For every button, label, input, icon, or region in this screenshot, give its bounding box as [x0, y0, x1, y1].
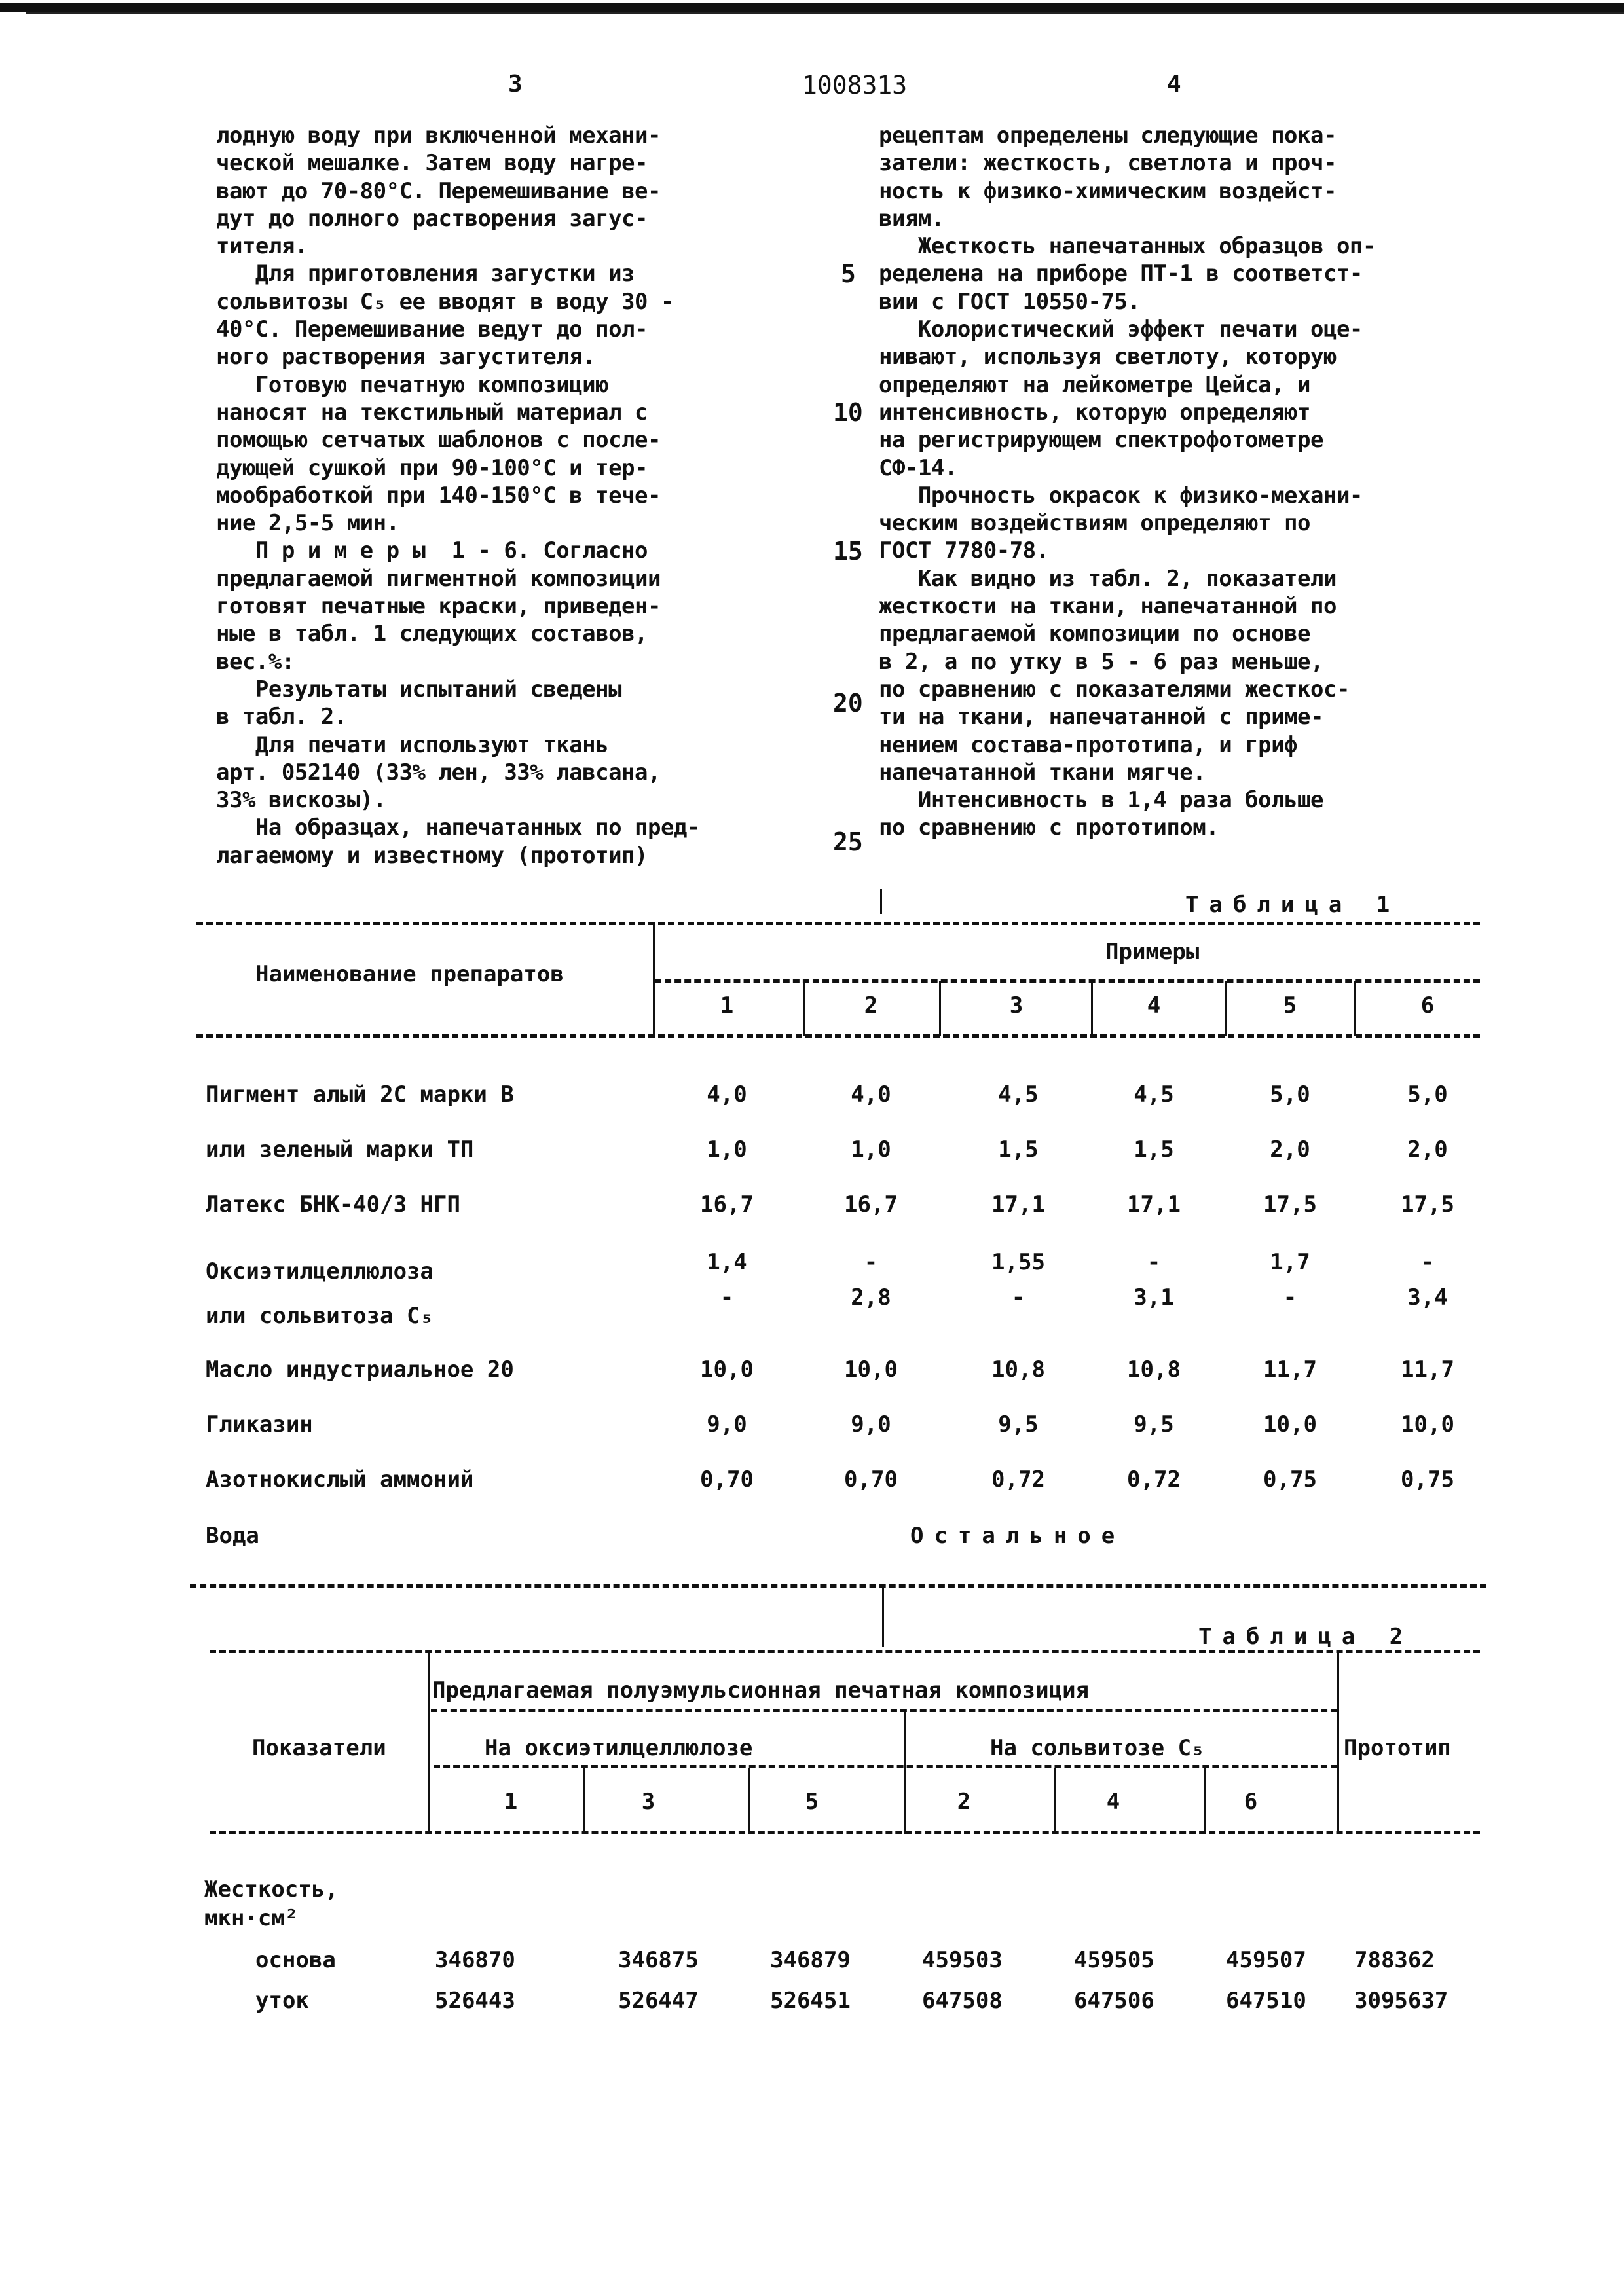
text-line: Прочность окрасок к физико-механи- — [879, 482, 1376, 509]
table1-water-name: Вода — [206, 1523, 259, 1549]
table2-cell: 346879 — [770, 1947, 851, 1973]
text-line: дующей сушкой при 90-100°С и тер- — [216, 454, 700, 482]
table2-title-mark — [882, 1587, 884, 1647]
text-line: нивают, используя светлоту, которую — [879, 343, 1376, 371]
table1-cell: 4,0 — [851, 1082, 891, 1108]
text-line: ческим воздействиям определяют по — [879, 509, 1376, 537]
table2-header-bottom-rule — [210, 1831, 1480, 1834]
table1-bottom-rule — [190, 1584, 1486, 1588]
table1-cell: 0,70 — [700, 1467, 754, 1493]
table1-column-header: 2 — [864, 993, 877, 1019]
table1-cell: 11,7 — [1263, 1357, 1317, 1383]
table2-cell: 459507 — [1226, 1947, 1306, 1973]
text-line: вии с ГОСТ 10550-75. — [879, 288, 1376, 316]
table2-metric-label: Жесткость, — [204, 1876, 339, 1903]
text-line: ГОСТ 7780-78. — [879, 537, 1376, 564]
table1-cell: 16,7 — [844, 1192, 898, 1218]
table1-cell: 2,0 — [1407, 1137, 1447, 1163]
table1-column-header: 6 — [1421, 993, 1434, 1019]
table1-row-name: Гликазин — [206, 1412, 313, 1438]
table1-cell: 0,75 — [1263, 1467, 1317, 1493]
table2-column-header: 5 — [805, 1789, 819, 1815]
table1-column-divider — [939, 981, 941, 1036]
table1-row-name: или сольвитоза С₅ — [206, 1303, 434, 1329]
table1-cell: - — [864, 1249, 877, 1275]
table2-cell: 526443 — [435, 1988, 515, 2014]
text-line: наносят на текстильный материал с — [216, 399, 700, 426]
text-line: 33% вискозы). — [216, 786, 700, 814]
table2-column-header: 3 — [642, 1789, 655, 1815]
table1-row-name: Масло индустриальное 20 — [206, 1357, 514, 1383]
table1-cell: 1,5 — [998, 1137, 1038, 1163]
table1-cell: 1,5 — [1134, 1137, 1173, 1163]
text-line: 40°С. Перемешивание ведут до пол- — [216, 316, 700, 343]
table1-cell: 0,75 — [1401, 1467, 1454, 1493]
table2-row-header: Показатели — [252, 1735, 386, 1761]
text-line: интенсивность, которую определяют — [879, 399, 1376, 426]
table1-cell: 3,4 — [1407, 1285, 1447, 1311]
table2-cell: 459503 — [922, 1947, 1003, 1973]
table1-cell: 4,0 — [707, 1082, 747, 1108]
table1-cell: 2,0 — [1270, 1137, 1310, 1163]
table1-top-rule — [196, 922, 1480, 925]
text-line: ти на ткани, напечатанной с приме- — [879, 703, 1376, 731]
text-line: нением состава-прототипа, и гриф — [879, 731, 1376, 759]
page-number-left: 3 — [508, 71, 523, 98]
table1-water-value: Остальное — [910, 1523, 1125, 1549]
table1-cell: 11,7 — [1401, 1357, 1454, 1383]
text-line: вают до 70-80°С. Перемешивание ве- — [216, 177, 700, 205]
page-number-right: 4 — [1167, 71, 1181, 98]
text-line: готовят печатные краски, приведен- — [216, 592, 700, 620]
text-line: ного растворения загустителя. — [216, 343, 700, 371]
table1-column-header: 4 — [1147, 993, 1160, 1019]
text-line: по сравнению с показателями жесткос- — [879, 676, 1376, 703]
table1-row-name: Латекс БНК-40/3 НГП — [206, 1192, 460, 1218]
text-line: ние 2,5-5 мин. — [216, 509, 700, 537]
table1-row-name: Оксиэтилцеллюлоза — [206, 1258, 434, 1285]
table1-cell: 1,55 — [991, 1249, 1045, 1275]
text-line: лагаемому и известному (прототип) — [216, 842, 700, 869]
patent-number: 1008313 — [802, 71, 907, 100]
text-line: виям. — [879, 205, 1376, 232]
table1-cell: 17,5 — [1401, 1192, 1454, 1218]
table1-cell: 4,5 — [998, 1082, 1038, 1108]
text-line: Для приготовления загустки из — [216, 260, 700, 287]
table2-cell: 788362 — [1354, 1947, 1435, 1973]
text-line: в табл. 2. — [216, 703, 700, 731]
line-number-15: 15 — [833, 537, 863, 566]
table2-column-header: 4 — [1107, 1789, 1120, 1815]
text-line: ределена на приборе ПТ-1 в соответст- — [879, 260, 1376, 287]
right-column-text — [879, 122, 1376, 842]
table1-cell: 16,7 — [700, 1192, 754, 1218]
text-line: Интенсивность в 1,4 раза больше — [879, 786, 1376, 814]
table2-subgroup-solv: На сольвитозе С₅ — [990, 1735, 1205, 1761]
text-line: предлагаемой композиции по основе — [879, 620, 1376, 647]
table1-cell: 9,0 — [851, 1412, 891, 1438]
text-line: Как видно из табл. 2, показатели — [879, 565, 1376, 592]
table1-cell: - — [720, 1285, 733, 1311]
table2-column-divider — [1054, 1768, 1056, 1833]
text-line: предлагаемой пигментной композиции — [216, 565, 700, 592]
text-line: СФ-14. — [879, 454, 1376, 482]
scan-top-edge — [0, 3, 1624, 12]
table2-row-name: уток — [255, 1988, 309, 2014]
text-line: помощью сетчатых шаблонов с после- — [216, 426, 700, 454]
text-line: На образцах, напечатанных по пред- — [216, 814, 700, 841]
text-line: ность к физико-химическим воздейст- — [879, 177, 1376, 205]
table2-cell: 647510 — [1226, 1988, 1306, 2014]
table1-cell: 10,0 — [1263, 1412, 1317, 1438]
text-line: напечатанной ткани мягче. — [879, 759, 1376, 786]
table2-cell: 346870 — [435, 1947, 515, 1973]
text-line: жесткости на ткани, напечатанной по — [879, 592, 1376, 620]
table2-subgroup-divider — [904, 1711, 906, 1834]
text-line: арт. 052140 (33% лен, 33% лавсана, — [216, 759, 700, 786]
line-number-20: 20 — [833, 689, 863, 718]
table1-name-header: Наименование препаратов — [255, 961, 564, 987]
table2-metric-unit: мкн·см² — [204, 1905, 298, 1931]
table1-cell: 9,0 — [707, 1412, 747, 1438]
table1-cell: 10,8 — [991, 1357, 1045, 1383]
text-line: Для печати используют ткань — [216, 731, 700, 759]
table1-column-header: 3 — [1010, 993, 1023, 1019]
scan-top-edge-shadow — [26, 12, 1624, 14]
table1-cell: - — [1283, 1285, 1297, 1311]
text-line: лодную воду при включенной механи- — [216, 122, 700, 149]
line-number-10: 10 — [833, 398, 863, 427]
line-number-25: 25 — [833, 828, 863, 856]
table1-row-name: или зеленый марки ТП — [206, 1137, 473, 1163]
table2-cell: 647506 — [1074, 1988, 1154, 2014]
text-line: по сравнению с прототипом. — [879, 814, 1376, 841]
line-number-5: 5 — [841, 259, 856, 288]
table2-column-divider — [1204, 1768, 1206, 1833]
text-line: тителя. — [216, 232, 700, 260]
table1-cell: 10,0 — [1401, 1412, 1454, 1438]
table2-column-header: 1 — [504, 1789, 517, 1815]
table1-cell: 17,1 — [991, 1192, 1045, 1218]
table2-prototype-header: Прототип — [1344, 1735, 1451, 1761]
table2-row-header-divider — [428, 1651, 430, 1834]
table1-cell: 5,0 — [1407, 1082, 1447, 1108]
table1-row-name: Азотнокислый аммоний — [206, 1467, 473, 1493]
table1-cell: 0,72 — [1127, 1467, 1181, 1493]
table1-group-header: Примеры — [1105, 939, 1199, 965]
table1-column-divider — [1091, 981, 1093, 1036]
table2-cell: 459505 — [1074, 1947, 1154, 1973]
table1-row-name: Пигмент алый 2С марки В — [206, 1082, 514, 1108]
text-line: определяют на лейкометре Цейса, и — [879, 371, 1376, 399]
text-line: затели: жесткость, светлота и проч- — [879, 149, 1376, 177]
table1-header-mid-rule — [655, 979, 1480, 983]
table1-title: Таблица 1 — [1185, 892, 1400, 918]
table2-top-rule — [210, 1650, 1480, 1653]
text-line: Жесткость напечатанных образцов оп- — [879, 232, 1376, 260]
table2-subgroup-rule — [434, 1765, 1337, 1768]
text-line: мообработкой при 140-150°С в тече- — [216, 482, 700, 509]
table2-cell: 3095637 — [1354, 1988, 1448, 2014]
table2-cell: 526447 — [618, 1988, 699, 2014]
table1-cell: 10,8 — [1127, 1357, 1181, 1383]
text-line: ные в табл. 1 следующих составов, — [216, 620, 700, 647]
text-line: дут до полного растворения загус- — [216, 205, 700, 232]
table2-title: Таблица 2 — [1198, 1624, 1413, 1650]
table1-cell: - — [1147, 1249, 1160, 1275]
table2-group-header: Предлагаемая полуэмульсионная печатная композиция — [432, 1677, 1089, 1704]
table1-cell: 1,4 — [707, 1249, 747, 1275]
table2-column-divider — [748, 1768, 750, 1833]
table1-cell: 5,0 — [1270, 1082, 1310, 1108]
table1-column-header: 1 — [720, 993, 733, 1019]
table1-column-divider — [1354, 981, 1356, 1036]
table1-cell: 9,5 — [998, 1412, 1038, 1438]
table1-cell: 1,7 — [1270, 1249, 1310, 1275]
text-line: Готовую печатную композицию — [216, 371, 700, 399]
table1-cell: 0,70 — [844, 1467, 898, 1493]
table1-header-bottom-rule — [196, 1034, 1480, 1038]
table2-cell: 346875 — [618, 1947, 699, 1973]
text-line: Колористический эффект печати оце- — [879, 316, 1376, 343]
table2-row-name: основа — [255, 1947, 336, 1973]
table1-cell: - — [1012, 1285, 1025, 1311]
table1-column-divider — [1225, 981, 1227, 1036]
table1-cell: 4,5 — [1134, 1082, 1173, 1108]
table1-cell: 10,0 — [700, 1357, 754, 1383]
table1-cell: 17,1 — [1127, 1192, 1181, 1218]
table1-cell: 0,72 — [991, 1467, 1045, 1493]
table1-column-divider — [803, 981, 805, 1036]
text-line: на регистрирующем спектрофотометре — [879, 426, 1376, 454]
table1-cell: - — [1421, 1249, 1434, 1275]
text-line: вес.%: — [216, 648, 700, 676]
text-line: рецептам определены следующие пока- — [879, 122, 1376, 149]
table1-cell: 1,0 — [851, 1137, 891, 1163]
left-column-text — [216, 122, 700, 869]
table1-cell: 2,8 — [851, 1285, 891, 1311]
text-line: Результаты испытаний сведены — [216, 676, 700, 703]
table1-title-mark — [880, 889, 882, 914]
table2-cell: 647508 — [922, 1988, 1003, 2014]
table2-subgroup-oxy: На оксиэтилцеллюлозе — [485, 1735, 752, 1761]
text-line: П р и м е р ы 1 - 6. Согласно — [216, 537, 700, 564]
table2-column-header: 2 — [957, 1789, 970, 1815]
text-line: ческой мешалке. Затем воду нагре- — [216, 149, 700, 177]
table2-column-header: 6 — [1244, 1789, 1257, 1815]
table1-cell: 9,5 — [1134, 1412, 1173, 1438]
table2-column-divider — [583, 1768, 585, 1833]
table1-cell: 1,0 — [707, 1137, 747, 1163]
table2-prototype-divider — [1337, 1651, 1339, 1834]
text-line: сольвитозы С₅ ее вводят в воду 30 - — [216, 288, 700, 316]
table1-cell: 3,1 — [1134, 1285, 1173, 1311]
text-line: в 2, а по утку в 5 - 6 раз меньше, — [879, 648, 1376, 676]
table1-cell: 17,5 — [1263, 1192, 1317, 1218]
table1-cell: 10,0 — [844, 1357, 898, 1383]
table2-cell: 526451 — [770, 1988, 851, 2014]
table1-column-header: 5 — [1283, 993, 1297, 1019]
table2-group-rule — [431, 1709, 1337, 1712]
